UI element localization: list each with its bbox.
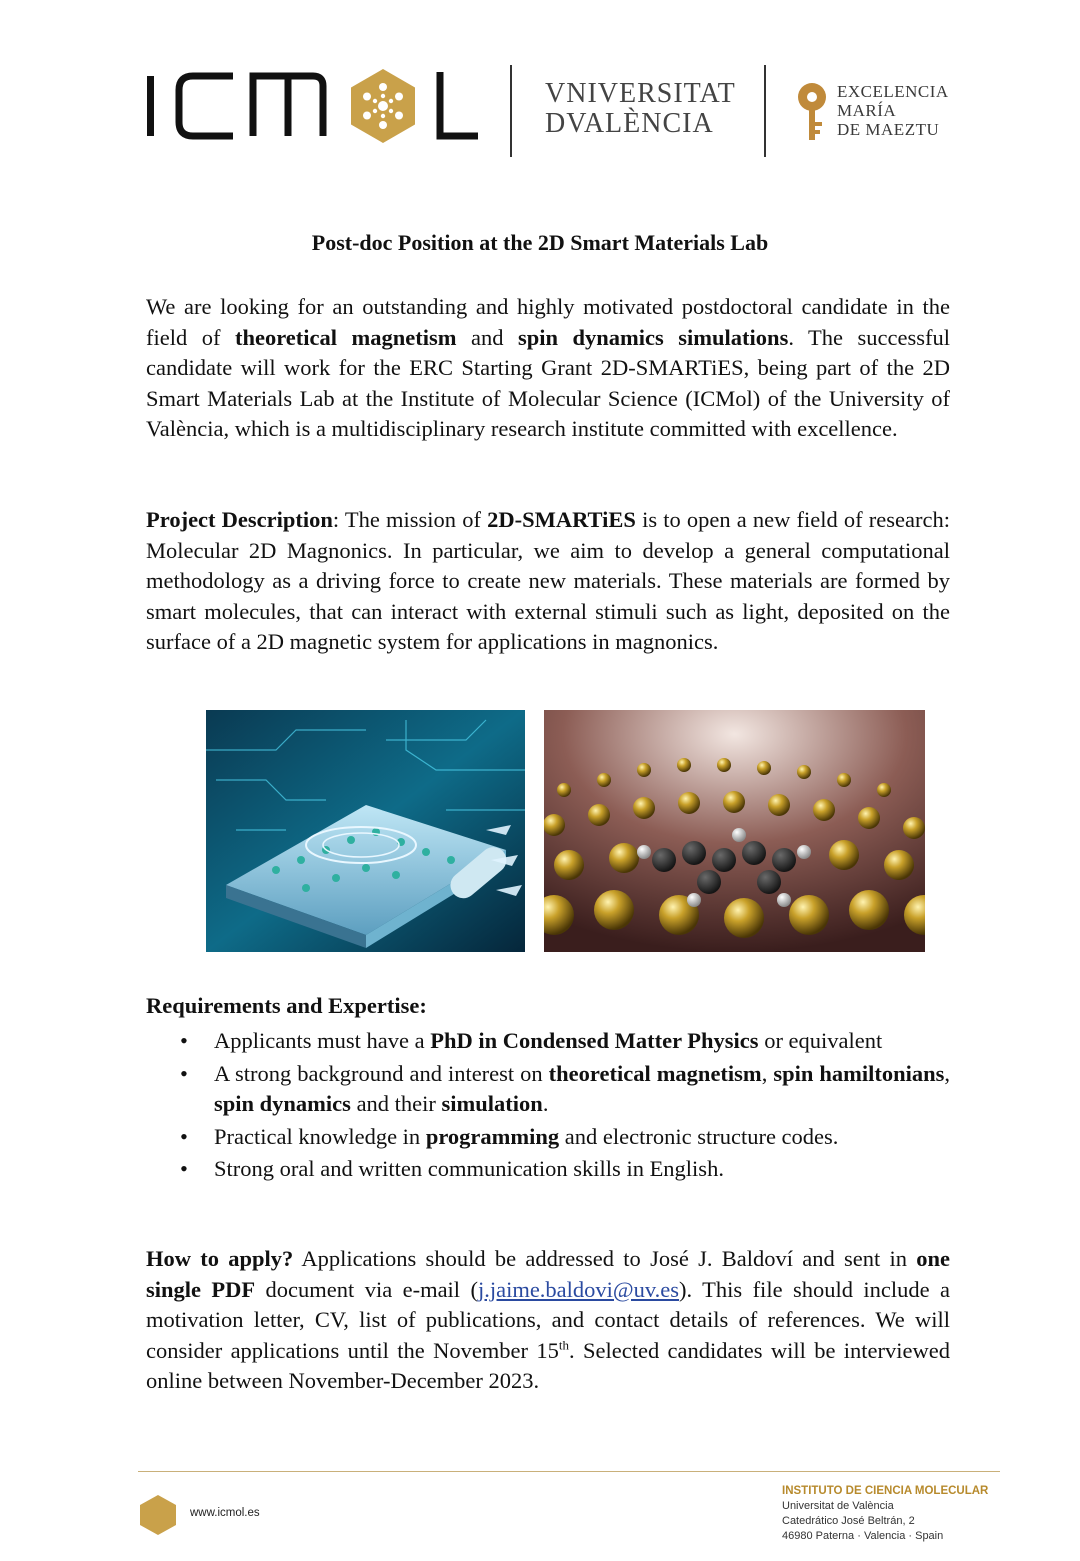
project-description: Project Description: The mission of 2D-SMARTiES is to open a new field of research: Molecular 2D Magnonics. In particular, we aim to develop a general computational methodology as a driving force to create new materials. These materials are formed by smart molecules, that can interact with external stimuli such as light, deposited on the surface of a 2D magnetic system for applications in magnonics. (146, 507, 950, 654)
header (0, 0, 1080, 190)
uv-line1: VNIVERSITAT (545, 78, 736, 109)
list-item: • Strong oral and written communication skills in English. (146, 1154, 950, 1185)
icmol-hexagon-icon (139, 1494, 177, 1536)
footer-address-line: 46980 Paterna · Valencia · Spain (782, 1530, 944, 1542)
mdm-line1: EXCELENCIA (837, 82, 949, 101)
list-item: • Practical knowledge in programming and electronic structure codes. (146, 1122, 950, 1153)
footer-website: www.icmol.es (190, 1507, 260, 1519)
icmol-logo (145, 68, 480, 144)
how-to-apply: How to apply? Applications should be addressed to José J. Baldoví and sent in one single PDF document via e-mail (j.jaime.baldovi@uv.es). This file should include a motivation letter, CV, list of publications, and contact details of references. We will consider applications until the November 15th. Selected candidates will be interviewed online between November-December 2023. (146, 1246, 950, 1393)
uv-line2: DVALÈNCIA (545, 108, 714, 139)
footer-divider (138, 1471, 1000, 1472)
molecule-on-surface-illustration (544, 710, 925, 952)
header-divider (764, 65, 766, 157)
list-item: • Applicants must have a PhD in Condensed Matter Physics or equivalent (146, 1026, 950, 1057)
footer-address (782, 1484, 988, 1544)
magnon-device-illustration (206, 710, 525, 952)
intro-paragraph: We are looking for an outstanding and highly motivated postdoctoral candidate in the field of theoretical magnetism and spin dynamics simulations. The successful candidate will work for the ERC Starting Grant 2D-SMARTiES, being part of the 2D Smart Materials Lab at the Institute of Molecular Science (ICMol) of the University of València, which is a multidisciplinary research institute committed with excellence. (146, 294, 950, 441)
footer-address-line: Catedrático José Beltrán, 2 (782, 1515, 915, 1527)
mdm-line3: DE MAEZTU (837, 120, 940, 139)
requirements-list (146, 1026, 950, 1187)
email-link[interactable]: j.jaime.baldovi@uv.es (477, 1276, 680, 1302)
list-item: • A strong background and interest on theoretical magnetism, spin hamiltonians, spin dynamics and their simulation. (146, 1059, 950, 1120)
footer-address-line: Universitat de València (782, 1500, 894, 1512)
page-title: Post-doc Position at the 2D Smart Materials Lab (311, 230, 769, 255)
maria-de-maeztu-logo (795, 82, 975, 152)
university-logo (545, 80, 735, 138)
header-divider (510, 65, 512, 157)
mdm-line2: MARÍA (837, 101, 897, 120)
footer-institute: INSTITUTO DE CIENCIA MOLECULAR (782, 1485, 989, 1497)
requirements-heading: Requirements and Expertise: (146, 993, 427, 1018)
maeztu-key-icon (795, 82, 829, 144)
